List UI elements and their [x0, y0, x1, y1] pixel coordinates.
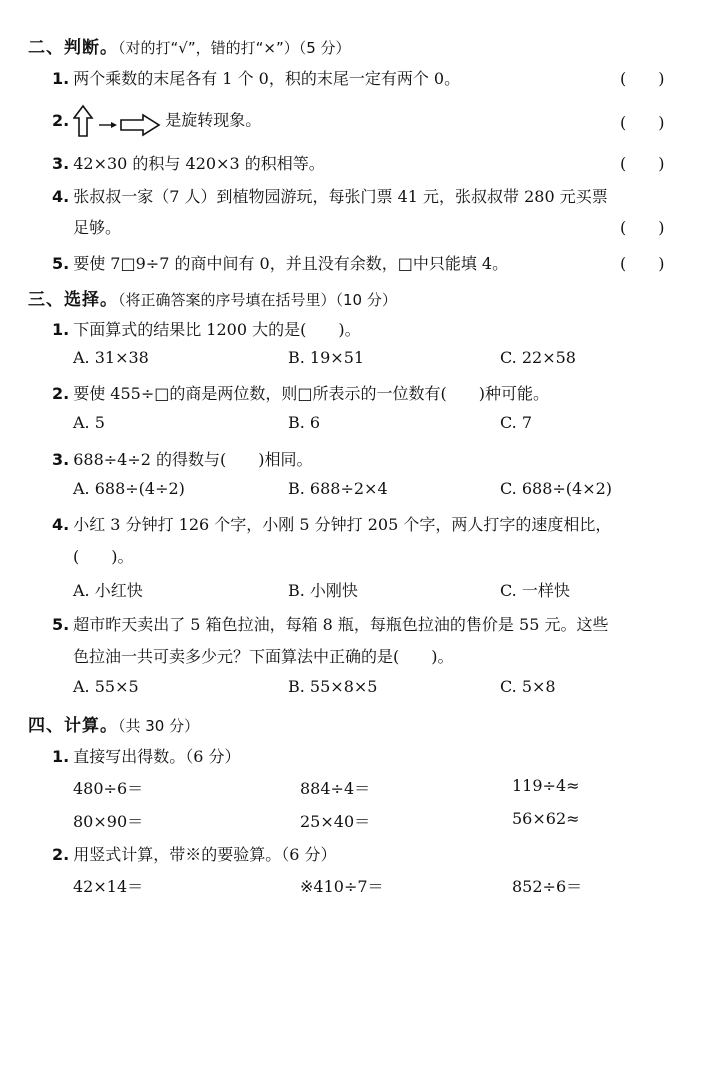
question-text: 要使 455÷□的商是两位数，则□所表示的一位数有( )种可能。: [73, 384, 549, 403]
calc-problem[interactable]: 42×14＝: [73, 877, 144, 896]
option-a[interactable]: A. 31×38: [73, 348, 149, 367]
option-c[interactable]: C. 688÷(4×2): [500, 479, 613, 498]
question-number: 1.: [52, 747, 70, 766]
question-number: 3.: [52, 154, 70, 173]
option-b[interactable]: B. 6: [288, 413, 321, 432]
calc-problem[interactable]: 119÷4≈: [512, 776, 580, 795]
answer-bracket[interactable]: ( ): [620, 154, 665, 173]
question-number: 4.: [52, 187, 70, 206]
option-b[interactable]: B. 小刚快: [288, 581, 358, 600]
question-choice-2: [52, 381, 549, 404]
section-note: （对的打“√”，错的打“×”）（5 分）: [118, 39, 351, 57]
answer-bracket[interactable]: ( ): [620, 113, 665, 132]
section-title: 三、选择。: [28, 290, 118, 310]
question-choice-5: [52, 612, 608, 635]
calc-problem[interactable]: 25×40＝: [300, 812, 371, 831]
question-text: 是旋转现象。: [165, 110, 262, 130]
question-text: 直接写出得数。（6 分）: [73, 747, 241, 766]
answer-bracket[interactable]: ( ): [620, 218, 665, 237]
question-number: 4.: [52, 515, 70, 534]
question-choice-4-cont: ( )。: [73, 547, 134, 566]
question-number: 1.: [52, 69, 70, 88]
question-choice-3: [52, 447, 313, 470]
question-choice-4: [52, 512, 611, 535]
question-number: 1.: [52, 320, 70, 339]
question-choice-1: [52, 317, 361, 340]
calc-problem[interactable]: ※410÷7＝: [300, 877, 384, 896]
section-compute-heading: [28, 711, 199, 736]
question-choice-5-cont: 色拉油一共可卖多少元？下面算法中正确的是( )。: [73, 647, 454, 666]
answer-bracket[interactable]: ( ): [620, 254, 665, 273]
question-number: 2.: [52, 845, 70, 864]
question-number: 2.: [52, 384, 70, 403]
question-judge-4: [52, 184, 608, 207]
calc-problem[interactable]: 852÷6＝: [512, 877, 583, 896]
calc-problem[interactable]: 56×62≈: [512, 809, 580, 828]
question-text: 张叔叔一家（7 人）到植物园游玩，每张门票 41 元，张叔叔带 280 元买票: [73, 187, 608, 206]
option-b[interactable]: B. 55×8×5: [288, 677, 378, 696]
option-c[interactable]: C. 一样快: [500, 581, 570, 600]
question-text: 小红 3 分钟打 126 个字，小刚 5 分钟打 205 个字，两人打字的速度相比，: [73, 515, 612, 534]
option-c[interactable]: C. 7: [500, 413, 533, 432]
question-judge-1: [52, 66, 460, 89]
arrow-rotation-figure: [73, 104, 163, 138]
question-number: 2.: [52, 110, 70, 130]
section-note: （共 30 分）: [118, 717, 200, 735]
question-text: 下面算式的结果比 1200 大的是( )。: [73, 320, 361, 339]
option-a[interactable]: A. 5: [73, 413, 105, 432]
option-a[interactable]: A. 688÷(4÷2): [73, 479, 185, 498]
question-text: 两个乘数的末尾各有 1 个 0，积的末尾一定有两个 0。: [73, 69, 461, 88]
calc-problem[interactable]: 884÷4＝: [300, 779, 371, 798]
section-judge-heading: [28, 33, 351, 58]
option-c[interactable]: C. 22×58: [500, 348, 576, 367]
option-a[interactable]: A. 55×5: [73, 677, 139, 696]
question-judge-4-cont: 足够。: [73, 218, 122, 237]
question-number: 5.: [52, 254, 70, 273]
section-title: 二、判断。: [28, 38, 118, 58]
question-text: 用竖式计算，带※的要验算。（6 分）: [73, 845, 337, 864]
section-choice-heading: [28, 285, 397, 310]
question-number: 5.: [52, 615, 70, 634]
section-note: （将正确答案的序号填在括号里）（10 分）: [118, 291, 397, 309]
question-text: 要使 7□9÷7 的商中间有 0，并且没有余数，□中只能填 4。: [73, 254, 509, 273]
option-a[interactable]: A. 小红快: [73, 581, 143, 600]
question-judge-2: [52, 104, 261, 138]
question-text: 42×30 的积与 420×3 的积相等。: [73, 154, 325, 173]
option-b[interactable]: B. 688÷2×4: [288, 479, 388, 498]
option-b[interactable]: B. 19×51: [288, 348, 365, 367]
question-text: 超市昨天卖出了 5 箱色拉油，每箱 8 瓶，每瓶色拉油的售价是 55 元。这些: [73, 615, 609, 634]
option-c[interactable]: C. 5×8: [500, 677, 556, 696]
question-text: 688÷4÷2 的得数与( )相同。: [73, 450, 313, 469]
section-title: 四、计算。: [28, 716, 118, 736]
question-compute-1: [52, 744, 241, 767]
calc-problem[interactable]: 480÷6＝: [73, 779, 144, 798]
question-judge-5: [52, 251, 508, 274]
calc-problem[interactable]: 80×90＝: [73, 812, 144, 831]
answer-bracket[interactable]: ( ): [620, 69, 665, 88]
question-compute-2: [52, 842, 337, 865]
question-judge-3: [52, 151, 325, 174]
question-number: 3.: [52, 450, 70, 469]
